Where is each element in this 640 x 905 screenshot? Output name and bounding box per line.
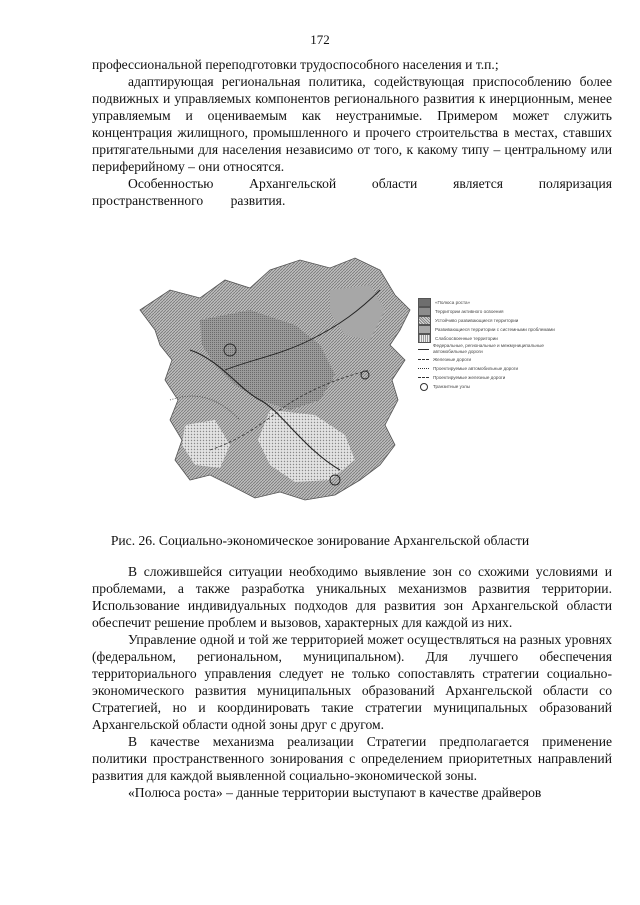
legend-item [418, 382, 558, 391]
legend-line-swatch [418, 356, 429, 363]
paragraph: Управление одной и той же территорией может осуществляться на разных уровнях (федеральном, региональном, муниципальном). Для лучшего обеспечения территориального управления следует не только сопоставлять стратегии социально-экономического развития муниципальных образований Архангельской области со Стратегией, но и координировать такие стратегии муниципальных образований Архангельской области одной зоны друг с другом. [92, 632, 612, 732]
legend-item [418, 325, 558, 334]
text-block-top [92, 56, 612, 209]
legend-label: Устойчиво развивающиеся территории [435, 317, 519, 323]
legend-item [418, 334, 558, 343]
legend-swatch [418, 298, 431, 307]
legend-line-swatch [418, 346, 429, 353]
figure-caption: Рис. 26. Социально-экономическое зонирование Архангельской области [110, 533, 530, 548]
legend-line-swatch [418, 365, 429, 372]
paragraph: «Полюса роста» – данные территории выступают в качестве драйверов [128, 785, 542, 800]
map-legend [418, 298, 558, 391]
legend-label: «Полюса роста» [435, 299, 471, 305]
legend-label: Проектируемые автомобильные дороги [433, 365, 519, 371]
legend-item [418, 298, 558, 307]
text-block-bottom [92, 563, 612, 801]
legend-label: Развивающиеся территории с системными проблемами [435, 326, 555, 332]
legend-label: Железные дороги [433, 356, 472, 362]
legend-item [418, 373, 558, 382]
legend-swatch [418, 334, 431, 343]
legend-item [418, 307, 558, 316]
paragraph: адаптирующая региональная политика, содействующая приспособлению более подвижных и управляемых компонентов регионального развития к инерционным, менее управляемым и оцениваемым как неустранимые. Примером может служить концентрация жилищного, промышленного и прочего строительства в местах, ставших притягательными для населения независимо от того, к какому типу – центральному или периферийному – они относятся. [92, 74, 612, 174]
legend-label: Транзитные узлы [433, 383, 470, 389]
legend-swatch [418, 307, 431, 316]
legend-item [418, 343, 558, 355]
legend-item [418, 316, 558, 325]
legend-label: Проектируемые железные дороги [433, 374, 506, 380]
legend-item [418, 364, 558, 373]
legend-item [418, 355, 558, 364]
paragraph: В сложившейся ситуации необходимо выявление зон со схожими условиями и проблемами, а также разработка уникальных механизмов развития территории. Использование индивидуальных подходов для развития зон Архангельской области обеспечит решение проблем и вызовов, характерных для каждой из них. [92, 564, 612, 630]
legend-line-swatch [418, 374, 429, 381]
legend-swatch [418, 316, 431, 325]
paragraph: Особенностью Архангельской области является поляризация пространственного развития. [92, 176, 612, 208]
legend-label: Слабоосвоенные территории [435, 335, 498, 341]
paragraph: профессиональной переподготовки трудоспособного населения и т.п.; [92, 57, 499, 72]
legend-label: Территории активного освоения [435, 308, 504, 314]
legend-swatch [418, 325, 431, 334]
paragraph: В качестве механизма реализации Стратегии предполагается применение политики пространственного зонирования с определением приоритетных направлений развития для каждой выявленной социально-экономической зоны. [92, 734, 612, 783]
page-number: 172 [310, 32, 330, 47]
legend-circle-swatch [418, 383, 429, 390]
legend-label: Федеральные, региональные и межмуниципальные автомобильные дороги [433, 343, 544, 354]
